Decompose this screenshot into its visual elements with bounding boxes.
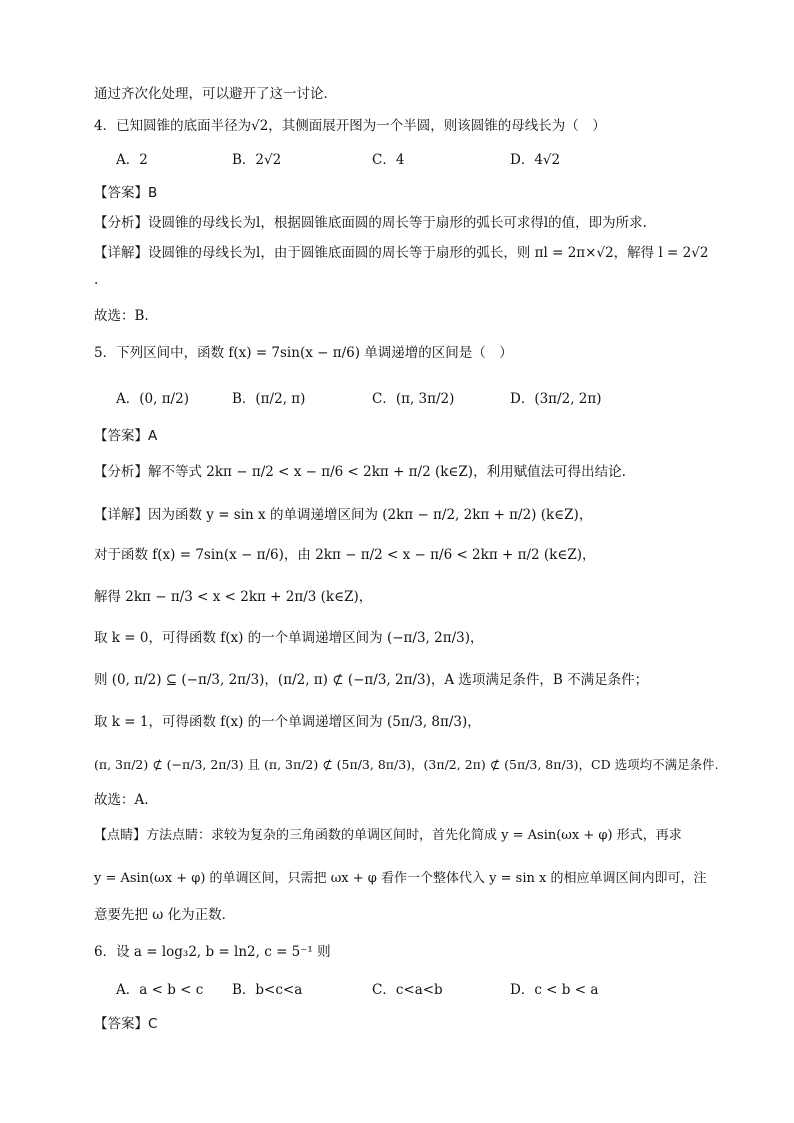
q5-option-d: D．(3π/2, 2π) [510, 391, 602, 407]
q5-option-a: A．(0, π/2) [116, 391, 189, 407]
q6-answer: 【答案】C [94, 1016, 158, 1032]
q5-detail-line-1: 【详解】因为函数 y = sin x 的单调递增区间为 (2kπ − π/2, 2kπ + π/2) (k∈Z)， [94, 507, 593, 523]
q6-option-a: A．a < b < c [116, 982, 204, 998]
q5-detail-line-3: 解得 2kπ − π/3 < x < 2kπ + 2π/3 (k∈Z)， [94, 589, 373, 605]
q4-option-c: C．4 [372, 152, 405, 168]
q5-note-line-3: 意要先把 ω 化为正数． [94, 907, 236, 923]
q5-option-c: C．(π, 3π/2) [372, 391, 455, 407]
q5-conclusion: 故选：A. [94, 792, 149, 808]
q4-option-d: D．4√2 [510, 152, 561, 168]
q5-option-b: B．(π/2, π) [232, 391, 306, 407]
q4-detail: 【详解】设圆锥的母线长为l，由于圆锥底面圆的周长等于扇形的弧长，则 πl = 2π×√2，解得 l = 2√2 [94, 245, 709, 261]
q6-option-b: B．b<c<a [232, 982, 303, 998]
q4-analysis: 【分析】设圆锥的母线长为l，根据圆锥底面圆的周长等于扇形的弧长可求得l的值，即为所求. [94, 215, 647, 231]
q5-analysis: 【分析】解不等式 2kπ − π/2 < x − π/6 < 2kπ + π/2 (k∈Z)，利用赋值法可得出结论. [94, 464, 626, 480]
q6-option-d: D．c < b < a [510, 982, 599, 998]
q5-detail-line-2: 对于函数 f(x) = 7sin(x − π/6)，由 2kπ − π/2 < x − π/6 < 2kπ + π/2 (k∈Z)， [94, 547, 596, 563]
q4-option-b: B．2√2 [232, 152, 282, 168]
q4-detail-cont: . [94, 272, 99, 288]
q5-note-line-2: y = Asin(ωx + φ) 的单调区间，只需把 ωx + φ 看作一个整体代入 y = sin x 的相应单调区间内即可，注 [94, 871, 707, 886]
q6-stem: 6．设 a = log₃2, b = ln2, c = 5⁻¹ 则 [94, 944, 331, 960]
intro-line: 通过齐次化处理，可以避开了这一讨论． [94, 86, 337, 102]
q5-answer: 【答案】A [94, 428, 158, 444]
q5-detail-line-7: (π, 3π/2) ⊄ (−π/3, 2π/3) 且 (π, 3π/2) ⊄ (5π/3, 8π/3)，(3π/2, 2π) ⊄ (5π/3, 8π/3)，CD 选项均不满足条件. [94, 757, 719, 772]
q5-detail-line-5: 则 (0, π/2) ⊆ (−π/3, 2π/3)，(π/2, π) ⊄ (−π/3, 2π/3)，A 选项满足条件，B 不满足条件； [94, 672, 649, 688]
q4-conclusion: 故选：B. [94, 308, 149, 324]
q5-stem: 5．下列区间中，函数 f(x) = 7sin(x − π/6) 单调递增的区间是（ ） [94, 345, 513, 361]
q5-detail-line-6: 取 k = 1，可得函数 f(x) 的一个单调递增区间为 (5π/3, 8π/3)， [94, 714, 481, 730]
q6-option-c: C．c<a<b [372, 982, 443, 998]
q4-answer: 【答案】B [94, 185, 158, 201]
q5-note-line-1: 【点睛】方法点睛：求较为复杂的三角函数的单调区间时，首先化简成 y = Asin(ωx + φ) 形式，再求 [94, 828, 682, 843]
q4-stem: 4．已知圆锥的底面半径为√2，其侧面展开图为一个半圆，则该圆锥的母线长为（ ） [94, 118, 606, 134]
q5-detail-line-4: 取 k = 0，可得函数 f(x) 的一个单调递增区间为 (−π/3, 2π/3)， [94, 630, 484, 646]
q4-option-a: A．2 [116, 152, 148, 168]
